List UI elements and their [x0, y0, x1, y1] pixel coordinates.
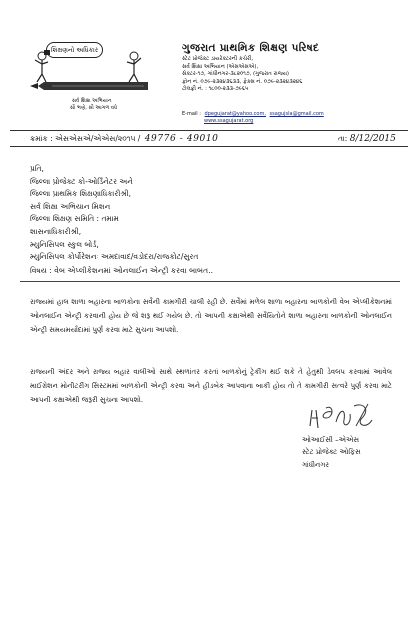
org-address-line: સ્ટેટ પ્રોજેક્ટ ડાયરેક્ટરની કચેરી,: [182, 56, 254, 62]
website-link[interactable]: www.ssagujarat.org: [204, 118, 254, 124]
date-label: તા:: [338, 134, 348, 143]
recipient-prati: પ્રતિ,: [30, 164, 44, 173]
signatory-city: ગાંધીનગર: [302, 460, 329, 469]
email-link[interactable]: dpegujarat@yahoo.com,: [204, 111, 266, 117]
body-paragraph-2: રાજ્યની અંદર અને રાજ્ય બહાર વાલીઓ સાથે સ્થળાંતર કરતાં બાળકોનું ટ્રેકીંગ થઈ શકે તે હેતુથી ડેવલપ કરવામાં આવેલ માઈગ્રેશન મોનીટરીંગ સિસ્ટમમાં બાળકોની એન્ટ્રી કરવા અને હીડબેક આપવાના બાકી હોય તો તે કામગીરી સત્વરે પુર્ણ કરવા માટે આપની કક્ષાએથી જરૂરી સુચના આપશો.: [30, 368, 392, 405]
email-link[interactable]: ssagujsla@gmail.com: [269, 111, 324, 117]
reference-number: [30, 134, 219, 144]
subject-divider: [20, 281, 400, 282]
org-address-line: સેક્ટર-૧૭, ગાંધીનગર-૩૮૨૦૧૭, (ગુજરાત રાજ્ય): [182, 71, 289, 78]
reference-handwritten: 49776 - 49010: [144, 134, 219, 144]
org-phone-line: ફોન નં. ૦૭૯-૨૩૨૪૩૬૩૩, ફેક્સ નં. ૦૭૯-૨૩૨૪૩૨૪૬: [182, 78, 303, 85]
letter-date: [338, 134, 396, 144]
recipient-line: જિલ્લા શિક્ષણ સમિતિ : તમામ: [30, 214, 119, 224]
web-row: [204, 118, 253, 124]
recipient-line: મ્યુનિસિપલ કોર્પોરેશનઃ અમદાવાદ/વડોદરા/રાજકોટ/સુરત: [30, 252, 199, 262]
logo-tagline: શિક્ષણનો અધિકાર: [46, 42, 103, 58]
handwritten-signature: [306, 396, 374, 436]
pencil-children-icon: [30, 42, 180, 98]
signatory-office: સ્ટેટ પ્રોજેક્ટ ઓફિસ: [302, 448, 361, 457]
date-value: 8/12/2015: [349, 134, 396, 144]
recipient-line: સર્વ શિક્ષા અભિયાન મિશન: [30, 201, 111, 211]
email-row: [182, 111, 324, 117]
email-label: E-mail :: [182, 111, 201, 117]
recipient-line: જિલ્લા પ્રોજેક્ટ કો-ઓર્ડિનેટર અને: [30, 176, 133, 186]
logo-subtitle: સર્વ શિક્ષા અભિયાન: [72, 98, 112, 104]
logo-motto: સૌ ભણે, સૌ આગળ વધે: [70, 105, 118, 111]
recipient-line: જિલ્લા પ્રાથમિક શિક્ષણાધિકારીશ્રી,: [30, 189, 131, 199]
org-name: ગુજરાત પ્રાથમિક શિક્ષણ પરિષદ: [182, 42, 320, 54]
signature-block: [302, 434, 361, 471]
subject-line: વિષય : વેબ એપ્લીકેશનમાં ઓનલાઈન એન્ટ્રી કરવા બાબત..: [30, 266, 214, 275]
org-header: [182, 42, 412, 94]
org-tollfree-line: ટોલફ્રી નં. : ૧૮૦૦-૨૩૩-૭૯૬૫: [182, 86, 249, 93]
reference-label: ક્રમાંક : એસએસએ/એએસ/૨૦૧૫ /: [30, 134, 141, 143]
recipient-line: મ્યુનિસિપલ સ્કુલ બોર્ડ,: [30, 239, 99, 249]
ssa-logo: [30, 42, 180, 114]
header-divider: [10, 130, 408, 131]
org-address-line: સર્વ શિક્ષા અભિયાન (એસએસએ),: [182, 63, 259, 70]
reference-divider: [10, 146, 408, 147]
recipients-block: [30, 163, 198, 264]
recipient-line: શાસનાધિકારીશ્રી,: [30, 226, 82, 236]
signatory-title: ઓઆઈસી –એએસ: [302, 436, 360, 444]
body-paragraph-1: રાજ્યમાં હાલ શાળા બહારના બાળકોના સર્વેની કામગીરી ચાલી રહી છે. સર્વેમાં મળેલ શાળા બહારના બાળકોની વેબ એપ્લીકેશનમાં ઓનલાઈન એન્ટ્રી કરવાની હોય છે જે શરૂ થઈ ગયેલ છે. તો આપની કક્ષાએથી સર્વેયિતોને શાળા બહારના બાળકોની ઓનલાઈન એન્ટ્રી સમયમર્યાદામાં પુર્ણ કરવા માટે સુચના આપશો.: [30, 298, 392, 335]
